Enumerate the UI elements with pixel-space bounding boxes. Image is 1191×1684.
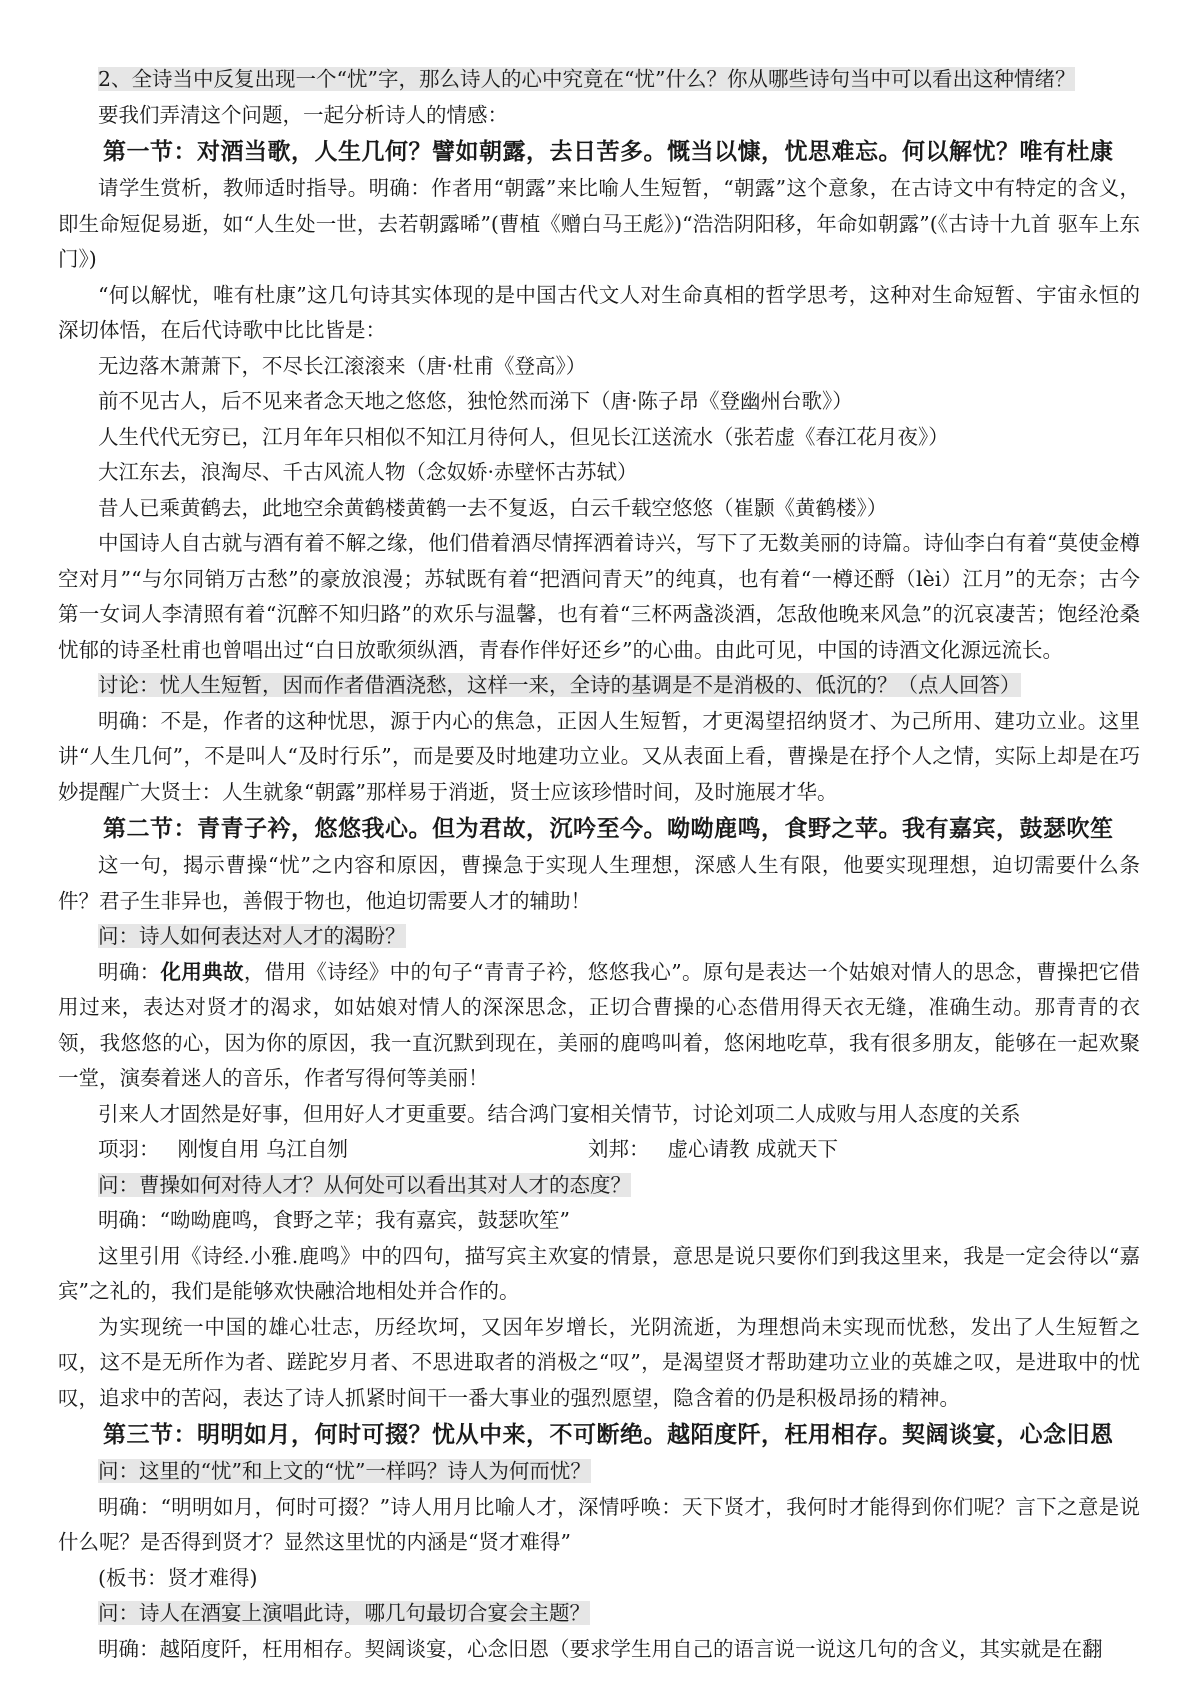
section-3-question-1 <box>58 1454 1140 1490</box>
question-text: 问：诗人在酒宴上演唱此诗，哪几句最切合宴会主题？ <box>98 1601 590 1625</box>
quote-line: 大江东去，浪淘尽、千古风流人物（念奴娇·赤壁怀古苏轼） <box>98 460 638 484</box>
question-2 <box>58 62 1140 98</box>
discussion-text: 讨论：忧人生短暂，因而作者借酒浇愁，这样一来，全诗的基调是不是消极的、低沉的？（点人回答） <box>98 673 1021 697</box>
section-2-answer-2: 明确：“呦呦鹿鸣，食野之苹；我有嘉宾，鼓瑟吹笙” <box>98 1208 570 1232</box>
liubang-label: 刘邦： <box>588 1137 650 1161</box>
section-3-answer-2: 明确：越陌度阡，枉用相存。契阔谈宴，心念旧恩（要求学生用自己的语言说一说这几句的含义，其实就是在翻 <box>98 1636 1103 1661</box>
section-2-paragraph-1: 这一句，揭示曹操“忧”之内容和原因，曹操急于实现人生理想，深感人生有限，他要实现理想，迫切需要什么条件？君子生非异也，善假于物也，他迫切需要人才的辅助！ <box>58 853 1140 913</box>
answer-prefix: 明确： <box>98 959 161 984</box>
comparison-row <box>58 1132 1140 1168</box>
section-1-heading: 第一节：对酒当歌，人生几何？譬如朝露，去日苦多。慨当以慷，忧思难忘。何以解忧？唯有杜康 <box>103 139 1114 165</box>
intro-paragraph: 要我们弄清这个问题，一起分析诗人的情感： <box>98 102 508 127</box>
section-3-question-2 <box>58 1596 1140 1632</box>
liubang-item <box>588 1132 838 1168</box>
section-2-paragraph-3: 这里引用《诗经.小雅.鹿鸣》中的四句，描写宾主欢宴的情景，意思是说只要你们到我这里来，我是一定会待以“嘉宾”之礼的，我们是能够欢快融洽地相处并合作的。 <box>58 1243 1140 1303</box>
answer-rest: ，借用《诗经》中的句子“青青子衿，悠悠我心”。原句是表达一个姑娘对情人的思念，曹操把它借用过来，表达对贤才的渴求，如姑娘对情人的深深思念，正切合曹操的心态借用得天衣无缝，准确生动。那青青的衣领，我悠悠的心，因为你的原因，我一直沉默到现在，美丽的鹿鸣叫着，悠闲地吃草，我有很多朋友，能够在一起欢聚一堂，演奏着迷人的音乐，作者写得何等美丽！ <box>58 959 1141 1090</box>
section-1-paragraph-3: 中国诗人自古就与酒有着不解之缘，他们借着酒尽情挥洒着诗兴，写下了无数美丽的诗篇。诗仙李白有着“莫使金樽空对月”“与尔同销万古愁”的豪放浪漫；苏轼既有着“把酒问青天”的纯真，也有着“一樽还酹（lèi）江月”的无奈；古今第一女词人李清照有着“沉醉不知归路”的欢乐与温馨，也有着“三杯两盏淡酒，怎敌他晚来风急”的沉哀凄苦；饱经沧桑忧郁的诗圣杜甫也曾唱出过“白日放歌须纵酒，青春作伴好还乡”的心曲。由此可见，中国的诗酒文化源远流长。 <box>58 531 1140 662</box>
discussion-prompt <box>58 668 1140 704</box>
section-2-answer-1 <box>58 955 1140 1097</box>
question-text: 问：曹操如何对待人才？从何处可以看出其对人才的态度？ <box>98 1172 631 1197</box>
quote-line: 昔人已乘黄鹤去，此地空余黄鹤楼黄鹤一去不复返，白云千载空悠悠（崔颢《黄鹤楼》） <box>98 495 888 520</box>
question-2-text: 2、全诗当中反复出现一个“忧”字，那么诗人的心中究竟在“忧”什么？你从哪些诗句当中可以看出这种情绪？ <box>98 67 1076 91</box>
section-3-heading: 第三节：明明如月，何时可掇？忧从中来，不可断绝。越陌度阡，枉用相存。契阔谈宴，心念旧恩 <box>103 1422 1114 1448</box>
section-2-question-1 <box>58 919 1140 955</box>
xiangyu-text: 刚愎自用 乌江自刎 <box>177 1137 349 1161</box>
question-text: 问：诗人如何表达对人才的渴盼？ <box>98 924 406 948</box>
board-note: (板书：贤才难得) <box>98 1565 258 1590</box>
xiangyu-item <box>98 1132 588 1168</box>
answer-keyword: 化用典故 <box>160 959 244 984</box>
quote-line: 无边落木萧萧下，不尽长江滚滚来（唐·杜甫《登高》） <box>98 353 587 378</box>
section-1-paragraph-2: “何以解忧，唯有杜康”这几句诗其实体现的是中国古代文人对生命真相的哲学思考，这种对生命短暂、宇宙永恒的深切体悟，在后代诗歌中比比皆是： <box>58 282 1140 342</box>
section-2-heading: 第二节：青青子衿，悠悠我心。但为君故，沉吟至今。呦呦鹿鸣，食野之苹。我有嘉宾，鼓瑟吹笙 <box>103 816 1114 842</box>
section-1-paragraph-1: 请学生赏析，教师适时指导。明确：作者用“朝露”来比喻人生短暂，“朝露”这个意象，在古诗文中有特定的含义，即生命短促易逝，如“人生处一世，去若朝露晞”(曹植《赠白马王彪》)“浩浩阴阳移，年命如朝露”(《古诗十九首 驱车上东门》) <box>58 176 1140 271</box>
question-text: 问：这里的“忧”和上文的“忧”一样吗？诗人为何而忧？ <box>98 1459 591 1483</box>
section-3-answer-1: 明确：“明明如月，何时可掇？”诗人用月比喻人才，深情呼唤：天下贤才，我何时才能得到你们呢？言下之意是说什么呢？是否得到贤才？显然这里忧的内涵是“贤才难得” <box>58 1494 1140 1554</box>
document-page <box>58 62 1140 1667</box>
quote-line: 人生代代无穷已，江月年年只相似不知江月待何人，但见长江送流水（张若虚《春江花月夜》） <box>98 424 949 449</box>
quote-line: 前不见古人，后不见来者念天地之悠悠，独怆然而涕下（唐·陈子昂《登幽州台歌》） <box>98 389 853 413</box>
liubang-text: 虚心请教 成就天下 <box>667 1137 839 1161</box>
section-2-paragraph-2: 引来人才固然是好事，但用好人才更重要。结合鸿门宴相关情节，讨论刘项二人成败与用人态度的关系 <box>98 1101 1021 1126</box>
section-2-question-2 <box>58 1168 1140 1204</box>
xiangyu-label: 项羽： <box>98 1137 160 1161</box>
section-1-answer: 明确：不是，作者的这种忧思，源于内心的焦急，正因人生短暂，才更渴望招纳贤才、为己所用、建功立业。这里讲“人生几何”，不是叫人“及时行乐”，而是要及时地建功立业。又从表面上看，曹操是在抒个人之情，实际上却是在巧妙提醒广大贤士：人生就象“朝露”那样易于消逝，贤士应该珍惜时间，及时施展才华。 <box>58 708 1140 804</box>
section-2-paragraph-4: 为实现统一中国的雄心壮志，历经坎坷，又因年岁增长，光阴流逝，为理想尚未实现而忧愁，发出了人生短暂之叹，这不是无所作为者、蹉跎岁月者、不思进取者的消极之“叹”，是渴望贤才帮助建功立业的英雄之叹，是进取中的忧叹，追求中的苦闷，表达了诗人抓紧时间干一番大事业的强烈愿望，隐含着的仍是积极昂扬的精神。 <box>58 1314 1140 1410</box>
